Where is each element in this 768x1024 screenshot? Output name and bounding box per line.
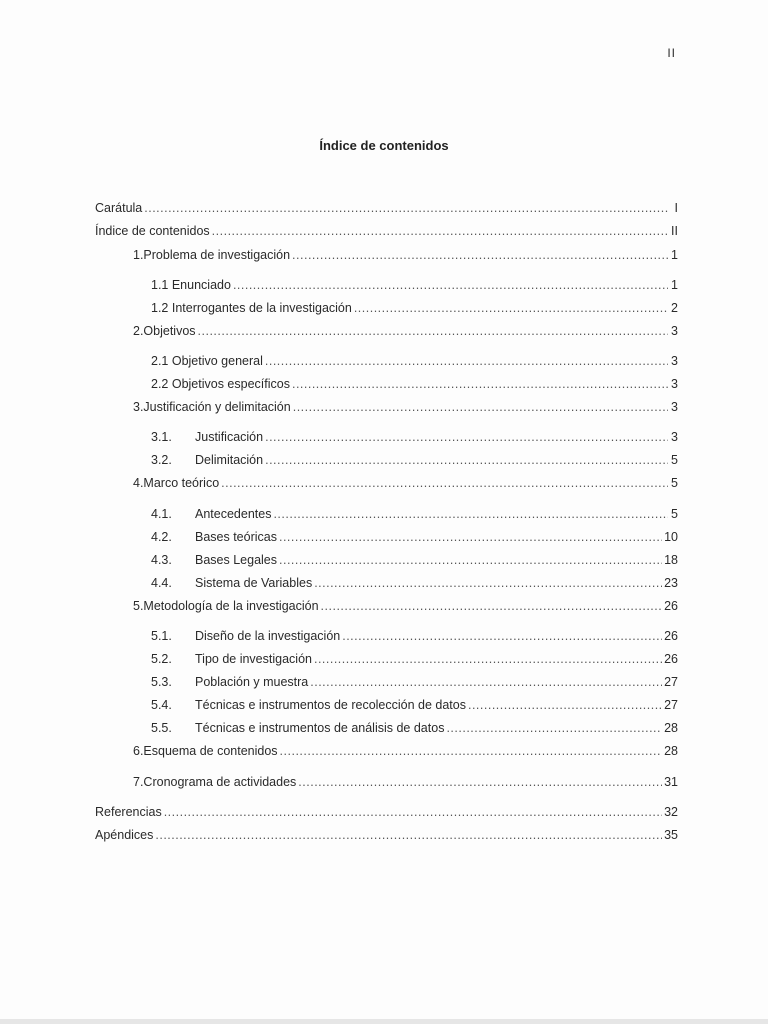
toc-entry bbox=[151, 651, 678, 667]
toc-entry-page: 5 bbox=[671, 453, 678, 467]
toc-entry bbox=[151, 452, 678, 468]
toc-entry-label: Técnicas e instrumentos de recolección de datos bbox=[195, 698, 466, 712]
toc-entry bbox=[151, 575, 678, 591]
toc-entry-page: 31 bbox=[664, 775, 678, 789]
dot-leader bbox=[212, 223, 668, 239]
toc-entry-label: 1.Problema de investigación bbox=[133, 248, 291, 262]
dot-leader bbox=[265, 353, 668, 369]
toc-entry-page: 28 bbox=[664, 744, 678, 758]
toc-entry-page: 3 bbox=[671, 377, 678, 391]
toc-entry-label: 2.2 Objetivos específicos bbox=[151, 377, 290, 391]
toc-entry-page: 10 bbox=[664, 530, 678, 544]
page-title: Índice de contenidos bbox=[319, 138, 449, 153]
toc-entry-label: Bases Legales bbox=[195, 553, 278, 567]
toc-entry-page: 1 bbox=[671, 248, 678, 262]
toc-entry bbox=[151, 300, 678, 316]
toc-entry-page: 5 bbox=[671, 476, 678, 490]
toc-entry-label: 7.Cronograma de actividades bbox=[133, 775, 297, 789]
dot-leader bbox=[292, 376, 668, 392]
toc-entry-label: Índice de contenidos bbox=[95, 224, 210, 238]
toc-entry bbox=[133, 323, 678, 339]
dot-leader bbox=[310, 674, 662, 690]
page-number: II bbox=[667, 46, 676, 60]
dot-leader bbox=[144, 200, 668, 216]
dot-leader bbox=[354, 300, 668, 316]
toc-entry-label: Diseño de la investigación bbox=[195, 629, 341, 643]
toc-entry-label: Antecedentes bbox=[195, 507, 272, 521]
toc-entry bbox=[95, 804, 678, 820]
toc-entry bbox=[151, 529, 678, 545]
toc-entry-label: 1.1 Enunciado bbox=[151, 278, 231, 292]
dot-leader bbox=[292, 247, 668, 263]
toc-entry-page: 18 bbox=[664, 553, 678, 567]
toc-entry bbox=[151, 552, 678, 568]
toc-entry-page: 2 bbox=[671, 301, 678, 315]
toc-entry-number: 4.3. bbox=[151, 553, 172, 567]
toc-entry-label: Bases teóricas bbox=[195, 530, 277, 544]
toc-entry bbox=[95, 200, 678, 216]
toc-entry-label: Referencias bbox=[95, 805, 162, 819]
toc-entry bbox=[151, 697, 678, 713]
dot-leader bbox=[273, 506, 668, 522]
toc-entry-label: 2.Objetivos bbox=[133, 324, 196, 338]
toc-entry-page: 5 bbox=[671, 507, 678, 521]
toc-entry-label: 5.Metodología de la investigación bbox=[133, 599, 319, 613]
toc-entry-label: 6.Esquema de contenidos bbox=[133, 744, 278, 758]
toc-entry-label: Delimitación bbox=[195, 453, 264, 467]
toc-entry bbox=[151, 277, 678, 293]
dot-leader bbox=[198, 323, 668, 339]
toc-entry bbox=[151, 429, 678, 445]
dot-leader bbox=[280, 743, 663, 759]
toc-entry-label: Apéndices bbox=[95, 828, 154, 842]
toc-entry-number: 5.2. bbox=[151, 652, 172, 666]
toc-entry-page: 26 bbox=[664, 652, 678, 666]
dot-leader bbox=[265, 429, 668, 445]
toc-entry-number: 5.1. bbox=[151, 629, 172, 643]
dot-leader bbox=[446, 720, 662, 736]
toc-entry-label: Población y muestra bbox=[195, 675, 309, 689]
dot-leader bbox=[155, 827, 662, 843]
toc-entry-label: Carátula bbox=[95, 201, 143, 215]
toc-entry bbox=[133, 743, 678, 759]
toc-entry-page: I bbox=[674, 201, 678, 215]
toc-entry-page: 3 bbox=[671, 324, 678, 338]
toc-entry-label: 4.Marco teórico bbox=[133, 476, 220, 490]
toc-entry bbox=[151, 353, 678, 369]
dot-leader bbox=[321, 598, 663, 614]
toc-entry-number: 5.4. bbox=[151, 698, 172, 712]
dot-leader bbox=[164, 804, 662, 820]
dot-leader bbox=[293, 399, 668, 415]
toc-entry-label: 3.Justificación y delimitación bbox=[133, 400, 291, 414]
toc-entry bbox=[151, 506, 678, 522]
toc-entry bbox=[133, 247, 678, 263]
toc-entry-page: 3 bbox=[671, 430, 678, 444]
toc-entry-page: 28 bbox=[664, 721, 678, 735]
toc-entry bbox=[133, 399, 678, 415]
toc-entry bbox=[151, 674, 678, 690]
toc-entry-page: 32 bbox=[664, 805, 678, 819]
toc-entry bbox=[133, 475, 678, 491]
toc-entry-number: 3.2. bbox=[151, 453, 172, 467]
toc-entry-number: 4.4. bbox=[151, 576, 172, 590]
toc-entry-page: 23 bbox=[664, 576, 678, 590]
toc-entry bbox=[95, 223, 678, 239]
toc-entry-page: 3 bbox=[671, 354, 678, 368]
dot-leader bbox=[279, 552, 662, 568]
toc-entry bbox=[95, 827, 678, 843]
toc-entry-page: 35 bbox=[664, 828, 678, 842]
dot-leader bbox=[221, 475, 668, 491]
toc-entry-page: 1 bbox=[671, 278, 678, 292]
dot-leader bbox=[233, 277, 668, 293]
dot-leader bbox=[265, 452, 668, 468]
toc-entry bbox=[133, 598, 678, 614]
toc-entry-number: 5.3. bbox=[151, 675, 172, 689]
toc-entry-label: 1.2 Interrogantes de la investigación bbox=[151, 301, 352, 315]
dot-leader bbox=[279, 529, 662, 545]
toc-entry bbox=[151, 628, 678, 644]
dot-leader bbox=[298, 774, 662, 790]
toc-entry-number: 3.1. bbox=[151, 430, 172, 444]
toc-entry-page: 26 bbox=[664, 599, 678, 613]
toc-entry bbox=[133, 774, 678, 790]
toc-entry bbox=[151, 720, 678, 736]
toc-entry-label: Sistema de Variables bbox=[195, 576, 313, 590]
page-bottom-edge bbox=[0, 1019, 768, 1024]
toc-entry-label: 2.1 Objetivo general bbox=[151, 354, 263, 368]
toc-entry-label: Tipo de investigación bbox=[195, 652, 312, 666]
dot-leader bbox=[314, 651, 662, 667]
toc-entry-page: 27 bbox=[664, 675, 678, 689]
toc-entry-label: Justificación bbox=[195, 430, 264, 444]
dot-leader bbox=[314, 575, 662, 591]
toc-entry-label: Técnicas e instrumentos de análisis de datos bbox=[195, 721, 445, 735]
toc-entry-number: 5.5. bbox=[151, 721, 172, 735]
toc-entry-number: 4.2. bbox=[151, 530, 172, 544]
toc-entry-page: 27 bbox=[664, 698, 678, 712]
toc-entry bbox=[151, 376, 678, 392]
toc-entry-page: 26 bbox=[664, 629, 678, 643]
toc-entry-page: II bbox=[671, 224, 678, 238]
dot-leader bbox=[342, 628, 662, 644]
toc-entry-page: 3 bbox=[671, 400, 678, 414]
toc-entry-number: 4.1. bbox=[151, 507, 172, 521]
dot-leader bbox=[468, 697, 662, 713]
